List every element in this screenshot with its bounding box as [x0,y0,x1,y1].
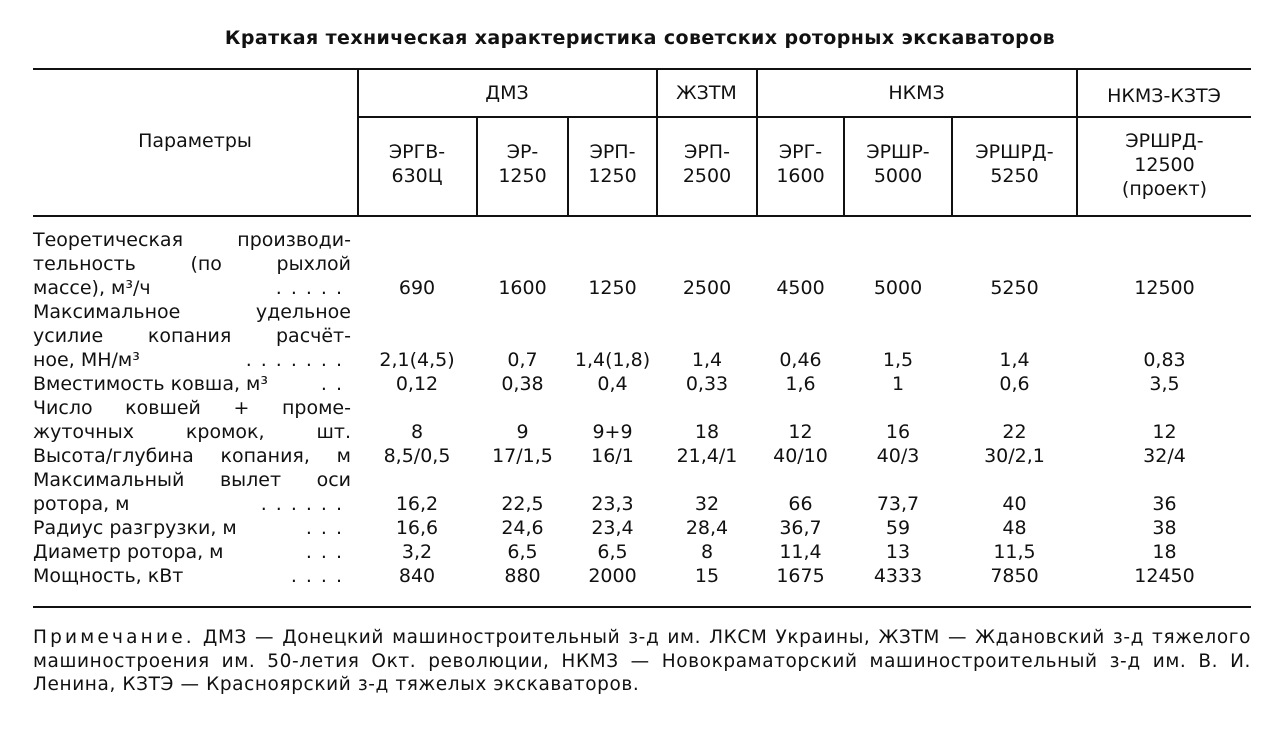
leader-dots: ... [305,541,351,563]
table-cell: 9+9 [592,421,633,443]
table-cell: 22,5 [501,493,544,515]
model-name-line: ЭРГ- [778,141,823,163]
param-label-line: ное, МН/м³ [33,349,140,371]
leader-dots: ..... [275,277,351,299]
table-cell: 1675 [776,565,825,587]
table-cell: 0,46 [779,349,822,371]
param-label-word: расчёт- [275,325,351,347]
table-cell: 38 [1152,517,1177,539]
model-name-line: 5250 [990,165,1039,187]
table-cell: 0,38 [501,373,544,395]
table-cell: 11,5 [993,541,1036,563]
param-label-word: Максимальное [33,301,181,323]
model-name-line: ЭРШРД- [1125,130,1204,152]
model-name-line: 1250 [498,165,547,187]
param-label-word: производи- [237,229,351,251]
group-header-nkmz: НКМЗ [888,82,945,104]
table-cell: 4500 [776,277,825,299]
param-label [33,396,351,444]
table-cell: 24,6 [501,517,544,539]
table-cell: 15 [694,565,720,587]
table-cell: 8,5/0,5 [383,445,451,467]
table-cell: 2,1(4,5) [379,349,455,371]
table-cell: 840 [398,565,436,587]
param-label-word: шт. [316,421,351,443]
group-header-zhztm: ЖЗТМ [676,82,737,104]
group-rule [358,116,1251,118]
model-name-line: ЭРШР- [866,141,930,163]
table-cell: 0,4 [597,373,628,395]
table-cell: 40/3 [876,445,920,467]
table-cell: 880 [504,565,541,587]
table-cell: 23,4 [591,517,634,539]
table-cell: 12500 [1134,277,1195,299]
table-cell: 0,12 [395,373,439,395]
table-cell: 22 [1002,421,1027,443]
table-cell: 12450 [1134,565,1195,587]
param-label-word: (по [190,253,222,275]
param-label-line: Радиус разгрузки, м [33,517,237,539]
table-cell: 1,6 [785,373,816,395]
param-label-word: рыхлой [276,253,351,275]
param-label-word: кромок, [185,421,265,443]
param-label-word: Число [33,397,93,419]
table-cell: 18 [694,421,720,443]
model-name-line: ЭРШРД- [975,141,1054,163]
table-cell: 690 [398,277,436,299]
table-cell: 1,4(1,8) [574,349,651,371]
table-cell: 2000 [588,565,637,587]
table-cell: 2500 [682,277,732,299]
table-cell: 1,5 [882,349,914,371]
table-cell: 1,4 [999,349,1030,371]
table-cell: 4333 [873,565,923,587]
model-name-line: ЭРП- [589,141,636,163]
table-cell: 21,4/1 [676,445,738,467]
model-name-line: (проект) [1121,178,1208,200]
table-cell: 1,4 [691,349,723,371]
param-label-line: ротора, м [33,493,130,515]
param-label [33,516,351,540]
table-cell: 36,7 [779,517,822,539]
table-cell: 66 [788,493,813,515]
param-label-word: Теоретическая [33,229,183,251]
table-cell: 16/1 [591,445,634,467]
model-name-line: ЭР- [506,141,539,163]
param-label-word: тельность [33,253,136,275]
model-name-line: ЭРП- [684,141,730,163]
table-cell: 8 [410,421,424,443]
model-name-line: 630Ц [391,165,443,187]
leader-dots: ... [305,517,351,539]
table-cell: 7850 [990,565,1039,587]
table-cell: 59 [885,517,911,539]
param-label-word: Высота/глубина [33,445,194,467]
param-label-word: проме- [281,397,351,419]
top-rule [33,68,1251,70]
model-name-line: 1250 [588,165,637,187]
table-cell: 16,6 [395,517,439,539]
model-name-line: 12500 [1134,154,1195,176]
param-label-word: усилие [33,325,104,347]
leader-dots: ...... [260,493,351,515]
table-cell: 1250 [588,277,637,299]
table-cell: 48 [1002,517,1027,539]
table-cell: 13 [885,541,911,563]
group-header-nkmz-kzte: НКМЗ-КЗТЭ [1107,85,1221,107]
table-cell: 11,4 [779,541,822,563]
param-label [33,564,351,588]
leader-dots: .. [320,373,351,395]
footnote-text: ДМЗ — Донецкий машиностроительный з-д им. ЛКСМ Украины, ЖЗТМ — Ждановский з-д тяжелого машиностроения им. 50-летия Окт. революции, НКМЗ — Новокраматорский машиностроительный з-д им. В. И. Ленина, КЗТЭ — Красноярский з-д тяжелых экскаваторов. [33,627,1251,695]
table-cell: 1600 [498,277,547,299]
param-label [33,540,351,564]
table-cell: 9 [516,421,529,443]
table-cell: 0,6 [999,373,1030,395]
table-cell: 16 [885,421,911,443]
group-header-dmz: ДМЗ [485,82,529,104]
leader-dots: ....... [245,349,351,371]
table-title: Краткая техническая характеристика советских роторных экскаваторов [224,27,1056,49]
table-cell: 23,3 [591,493,634,515]
param-label-word: + [233,397,250,419]
table-cell: 73,7 [876,493,920,515]
table-cell: 5250 [990,277,1039,299]
param-label-word: вылет [219,469,282,491]
table-cell: 3,5 [1149,373,1180,395]
table-cell: 28,4 [685,517,729,539]
param-label-word: удельное [255,301,351,323]
table-cell: 0,33 [685,373,729,395]
table-cell: 1 [891,373,905,395]
param-label-word: оси [316,469,351,491]
model-name-line: 2500 [682,165,732,187]
footnote-lead: Примечание. [33,627,195,648]
table-cell: 17/1,5 [492,445,553,467]
param-label-word: Максимальный [33,469,185,491]
table-cell: 32/4 [1143,445,1186,467]
table-cell: 12 [788,421,813,443]
param-label-word: копания, [220,445,310,467]
param-label-line: Мощность, кВт [33,565,184,587]
param-label [33,300,351,372]
param-label-word: жуточных [33,421,134,443]
table-cell: 18 [1152,541,1177,563]
table-cell: 32 [694,493,720,515]
footnote [33,626,1251,697]
table-cell: 40/10 [773,445,828,467]
param-label-word: копания [147,325,232,347]
param-label-word: ковшей [125,397,201,419]
param-header: Параметры [138,130,252,152]
param-label [33,468,351,516]
table-cell: 6,5 [507,541,538,563]
bottom-rule [33,606,1251,608]
table-cell: 36 [1152,493,1177,515]
table-cell: 3,2 [401,541,433,563]
table-cell: 40 [1002,493,1027,515]
table-cell: 6,5 [597,541,628,563]
table-cell: 30/2,1 [984,445,1045,467]
table-cell: 0,7 [507,349,538,371]
param-label-word: м [336,445,351,467]
param-label [33,372,351,396]
param-label-line: Диаметр ротора, м [33,541,224,563]
table-cell: 0,83 [1143,349,1186,371]
table-cell: 8 [700,541,714,563]
table-cell: 5000 [873,277,923,299]
param-label [33,228,351,300]
param-label [33,444,351,468]
param-label-line: массе), м³/ч [33,277,151,299]
param-label-line: Вместимость ковша, м³ [33,373,268,395]
table-cell: 16,2 [395,493,439,515]
model-name-line: ЭРГВ- [388,141,446,163]
header-rule [33,215,1251,217]
table-cell: 12 [1152,421,1177,443]
leader-dots: .... [290,565,351,587]
model-name-line: 1600 [776,165,825,187]
model-name-line: 5000 [873,165,923,187]
